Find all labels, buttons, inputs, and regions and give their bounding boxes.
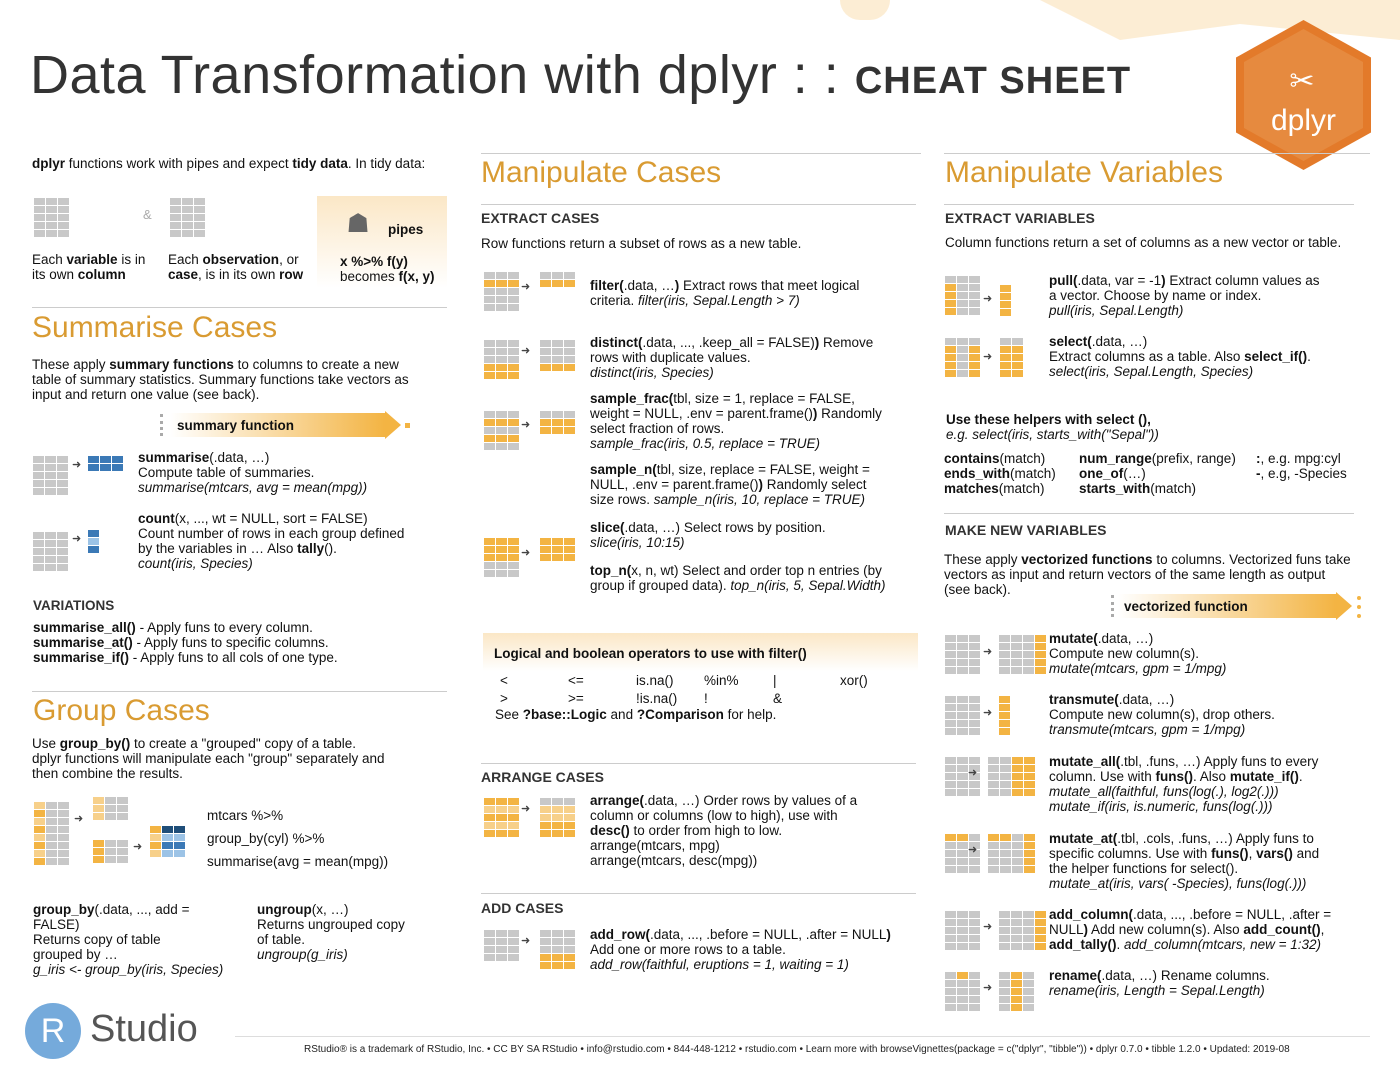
add-column-diagram-in	[945, 911, 980, 950]
add-row-diagram-out	[540, 930, 575, 969]
group-diagram-out	[150, 826, 185, 857]
decor-hex	[1000, 0, 1400, 40]
count-entry: count(x, ..., wt = NULL, sort = FALSE) Count number of rows in each group defined by the variables in … Also tally(). count(iris, Species)	[138, 511, 405, 571]
select-entry: select(.data, …) Extract columns as a table. Also select_if(). select(iris, Sepal.Length, Species)	[1049, 334, 1311, 379]
group-diagram-mid	[93, 840, 128, 863]
sample-diagram-in	[484, 411, 519, 450]
summarise-title: Summarise Cases	[32, 311, 278, 344]
observation-caption: Each observation, or case, is in its own row	[168, 252, 304, 282]
add-column-entry: add_column(.data, ..., .before = NULL, .after = NULL) Add new column(s). Also add_count(), add_tally(). add_column(mtcars, new = 1:32)	[1049, 907, 1332, 952]
distinct-diagram-out	[540, 340, 575, 371]
arrow-icon: ➜	[133, 841, 143, 853]
extract-cases-heading: EXTRACT CASES	[481, 210, 600, 226]
arrange-entry: arrange(.data, …) Order rows by values of a column or columns (low to high), use with desc() to order from high to low. arrange(mtcars, mpg) arrange(mtcars, desc(mpg))	[590, 793, 858, 868]
dotted-marker	[1111, 595, 1114, 617]
footer-text: RStudio® is a trademark of RStudio, Inc. • CC BY SA RStudio • info@rstudio.com • 844-448-1212 • rstudio.com • Learn more with browseVignettes(package = c("dplyr", "tibble")) • dplyr 0.7.0 • tibble 1.2.0 • Updated: 2019-08	[304, 1044, 1290, 1055]
arrange-diagram-in	[484, 798, 519, 837]
arrow-icon: ➜	[74, 813, 84, 825]
arrow-icon: ➜	[983, 921, 993, 933]
group-code: mtcars %>% group_by(cyl) %>% summarise(avg = mean(mpg))	[207, 808, 389, 869]
summarise-entry: summarise(.data, …) Compute table of summaries. summarise(mtcars, avg = mean(mpg))	[138, 450, 368, 495]
top-n-entry: top_n(x, n, wt) Select and order top n entries (by group if grouped data). top_n(iris, 5, Sepal.Width)	[590, 563, 886, 593]
pipe-icon: ☗	[346, 207, 370, 238]
arrow-icon: ➜	[983, 293, 993, 305]
pull-diagram-out	[1000, 285, 1011, 316]
divider	[944, 513, 1354, 514]
arrange-diagram-out	[540, 798, 575, 837]
filter-entry: filter(.data, …) Extract rows that meet logical criteria. filter(iris, Sepal.Length > 7)	[590, 278, 860, 308]
mutate-all-diagram-out	[988, 757, 1035, 796]
pull-diagram-in	[945, 276, 980, 315]
summarise-diagram-in	[33, 456, 68, 495]
orange-dots	[1357, 596, 1361, 618]
orange-dot	[405, 423, 410, 428]
divider	[481, 153, 921, 154]
add-row-diagram-in	[484, 930, 519, 961]
helpers-col-1: contains(match) ends_with(match) matches(match)	[944, 451, 1056, 496]
distinct-entry: distinct(.data, ..., .keep_all = FALSE)) Remove rows with duplicate values. distinct(iris, Species)	[590, 335, 874, 380]
helpers-intro: Use these helpers with select (), e.g. select(iris, starts_with("Sepal"))	[946, 412, 1159, 442]
group-title: Group Cases	[33, 694, 210, 727]
make-vars-desc: These apply vectorized functions to columns. Vectorized funs take vectors as input and return vectors of the same length as output (see back).	[944, 552, 1351, 597]
add-row-entry: add_row(.data, ..., .before = NULL, .after = NULL) Add one or more rows to a table. add_row(faithful, eruptions = 1, waiting = 1)	[590, 927, 891, 972]
variations-heading: VARIATIONS	[33, 598, 115, 613]
mutate-at-diagram-out	[988, 834, 1035, 873]
arrow-tip	[385, 411, 401, 439]
variable-caption: Each variable is in its own column	[32, 252, 146, 282]
transmute-diagram-out	[999, 696, 1010, 735]
decor-hex	[840, 0, 890, 20]
divider	[481, 893, 916, 894]
helpers-col-2: num_range(prefix, range) one_of(…) starts_with(match)	[1079, 451, 1236, 496]
tidy-column-icon	[34, 198, 69, 237]
count-diagram-in	[33, 532, 68, 571]
rstudio-wordmark: Studio	[90, 1008, 198, 1050]
vars-title: Manipulate Variables	[945, 156, 1223, 189]
summarise-diagram-out	[88, 456, 123, 471]
sample-n-entry: sample_n(tbl, size, replace = FALSE, weight = NULL, .env = parent.frame()) Randomly select size rows. sample_n(iris, 10, replace = TRUE)	[590, 462, 870, 507]
divider	[944, 153, 1370, 154]
group-by-entry: group_by(.data, ..., add = FALSE) Returns copy of table grouped by … g_iris <- group_by(iris, Species)	[33, 902, 224, 977]
sample-diagram-out	[540, 411, 575, 434]
pipes-example: x %>% f(y) becomes f(x, y)	[340, 254, 435, 284]
filter-diagram-in	[484, 272, 519, 311]
dotted-marker	[160, 414, 163, 436]
arrow-icon: ➜	[521, 419, 531, 431]
mutate-at-entry: mutate_at(.tbl, .cols, .funs, …) Apply funs to specific columns. Use with funs(), vars() and the helper functions for select(). mutate_at(iris, vars( -Species), funs(log(.)))	[1049, 831, 1320, 891]
mutate-diagram-out	[999, 635, 1046, 674]
select-diagram-in	[945, 338, 980, 377]
cases-title: Manipulate Cases	[481, 156, 722, 189]
tidy-row-icon	[170, 198, 205, 237]
vectorized-function-label: vectorized function	[1124, 599, 1248, 614]
rename-diagram-out	[999, 972, 1034, 1011]
arrow-icon: ➜	[72, 533, 82, 545]
mutate-diagram-in	[945, 635, 980, 674]
variations-list: summarise_all() - Apply funs to every column. summarise_at() - Apply funs to specific columns. summarise_if() - Apply funs to all cols of one type.	[33, 620, 338, 665]
arrow-icon: ➜	[521, 547, 531, 559]
divider	[481, 763, 916, 764]
extract-vars-desc: Column functions return a set of columns as a new vector or table.	[945, 235, 1342, 250]
mutate-all-entry: mutate_all(.tbl, .funs, …) Apply funs to every column. Use with funs(). Also mutate_if(). mutate_all(faithful, funs(log(.), log2(.))) mutate_if(iris, is.numeric, funs(log(.)))	[1049, 754, 1319, 814]
helpers-col-3: :, e.g. mpg:cyl -, e.g, -Species	[1256, 451, 1347, 481]
count-diagram-out	[88, 530, 99, 553]
rstudio-logo: R	[25, 1003, 81, 1059]
slice-diagram-in	[484, 538, 519, 577]
group-diagram-mid	[93, 797, 128, 820]
rename-entry: rename(.data, …) Rename columns. rename(iris, Length = Sepal.Length)	[1049, 968, 1270, 998]
footer-rule	[235, 1036, 1370, 1037]
logic-help: See ?base::Logic and ?Comparison for help.	[495, 707, 777, 722]
arrow-icon: ➜	[983, 351, 993, 363]
sample-frac-entry: sample_frac(tbl, size = 1, replace = FALSE, weight = NULL, .env = parent.frame()) Randomly select fraction of rows. sample_frac(iris, 0.5, replace = TRUE)	[590, 391, 882, 451]
arrow-icon: ➜	[983, 982, 993, 994]
make-vars-heading: MAKE NEW VARIABLES	[945, 522, 1107, 538]
arrow-icon: ➜	[521, 803, 531, 815]
amp-symbol: &	[143, 207, 152, 222]
slice-diagram-out	[540, 538, 575, 561]
arrow-tip	[1336, 592, 1352, 620]
mutate-entry: mutate(.data, …) Compute new column(s). mutate(mtcars, gpm = 1/mpg)	[1049, 631, 1227, 676]
group-diagram-in	[34, 802, 69, 865]
group-desc: Use group_by() to create a "grouped" copy of a table. dplyr functions will manipulate each "group" separately and then combine the results.	[32, 736, 385, 781]
select-diagram-out	[1000, 338, 1023, 377]
arrow-icon: ➜	[521, 345, 531, 357]
transmute-entry: transmute(.data, …) Compute new column(s), drop others. transmute(mtcars, gpm = 1/mpg)	[1049, 692, 1275, 737]
logo-label: dplyr	[1270, 104, 1337, 137]
pull-entry: pull(.data, var = -1) Extract column values as a vector. Choose by name or index. pull(iris, Sepal.Length)	[1049, 273, 1320, 318]
divider	[944, 204, 1354, 205]
divider	[32, 691, 447, 692]
arrange-heading: ARRANGE CASES	[481, 769, 604, 785]
arrow-icon: ➜	[72, 459, 82, 471]
page-title: Data Transformation with dplyr : : CHEAT SHEET	[30, 45, 1132, 105]
rename-diagram-in	[945, 972, 980, 1011]
add-cases-heading: ADD CASES	[481, 900, 564, 916]
pliers-icon: ✂	[1289, 64, 1315, 98]
slice-entry: slice(.data, …) Select rows by position. slice(iris, 10:15)	[590, 520, 826, 550]
summarise-desc: These apply summary functions to columns to create a new table of summary statistics. Summary functions take vectors as input and return one value (see back).	[32, 357, 409, 402]
add-column-diagram-out	[999, 911, 1046, 950]
summary-function-label: summary function	[177, 418, 295, 433]
divider	[481, 204, 916, 205]
ungroup-entry: ungroup(x, …) Returns ungrouped copy of table. ungroup(g_iris)	[257, 902, 405, 962]
filter-diagram-out	[540, 272, 575, 287]
extract-vars-heading: EXTRACT VARIABLES	[945, 210, 1095, 226]
extract-cases-desc: Row functions return a subset of rows as a new table.	[481, 236, 802, 251]
distinct-diagram-in	[484, 340, 519, 379]
arrow-icon: ➜	[968, 767, 978, 779]
divider	[32, 307, 447, 308]
logic-title: Logical and boolean operators to use with filter()	[494, 646, 807, 661]
pipes-label: pipes	[388, 222, 424, 237]
transmute-diagram-in	[945, 696, 980, 735]
arrow-icon: ➜	[983, 707, 993, 719]
arrow-icon: ➜	[521, 935, 531, 947]
intro-text: dplyr functions work with pipes and expect tidy data. In tidy data:	[32, 156, 426, 171]
arrow-icon: ➜	[521, 281, 531, 293]
arrow-icon: ➜	[983, 646, 993, 658]
arrow-icon: ➜	[968, 844, 978, 856]
